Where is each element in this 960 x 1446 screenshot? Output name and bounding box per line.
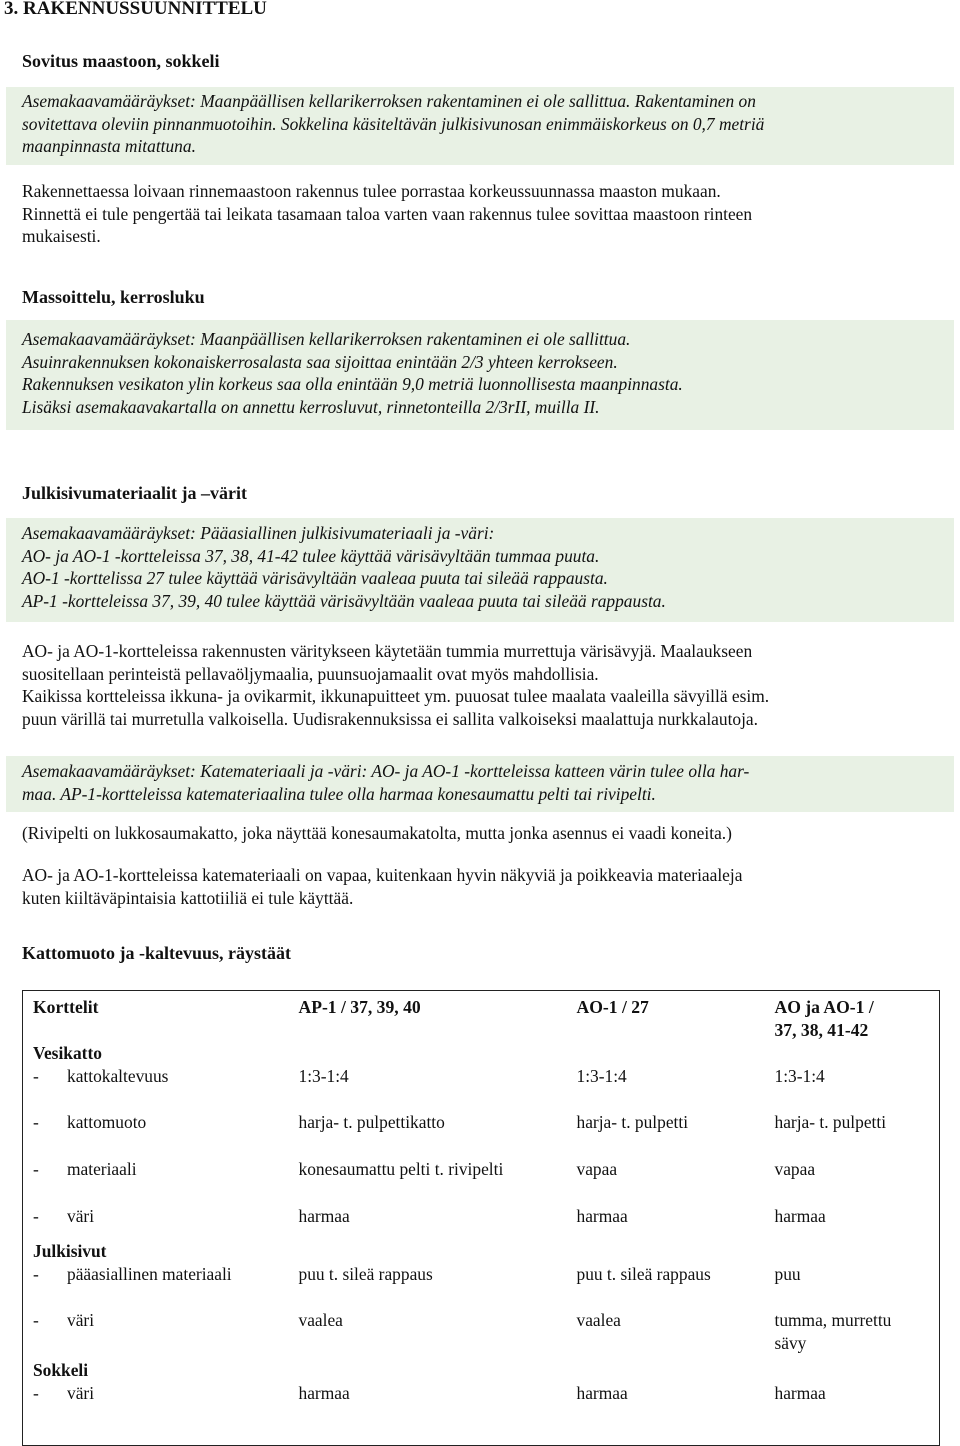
row-label: kattomuoto xyxy=(67,1112,147,1132)
table-row: - väri vaalea vaalea tumma, murrettu sävy xyxy=(23,1287,940,1359)
regulation-box-sovitus xyxy=(6,87,954,165)
table-cell: harmaa xyxy=(774,1383,826,1403)
group-label: Julkisivut xyxy=(33,1241,107,1261)
text-line: AO- ja AO-1-kortteleissa rakennusten väritykseen käytetään tummia murrettuja värisävyjä. Maalaukseen xyxy=(22,641,753,661)
table-cell: harmaa xyxy=(298,1206,350,1226)
table-cell: tumma, murrettu sävy xyxy=(774,1310,892,1353)
table-cell: vapaa xyxy=(774,1159,816,1179)
row-label: väri xyxy=(67,1206,95,1226)
column-header: AO ja AO-1 / 37, 38, 41-42 xyxy=(774,997,874,1040)
row-label: kattokaltevuus xyxy=(67,1066,169,1086)
text-line: AO- ja AO-1 -kortteleissa 37, 38, 41-42 tulee käyttää värisävyltään tummaa puuta. xyxy=(22,545,600,566)
table-row: - väri harmaa harmaa harmaa xyxy=(23,1183,940,1240)
text-line: Asemakaavamääräykset: Katemateriaali ja -väri: AO- ja AO-1 -kortteleissa katteen värin tulee olla har- xyxy=(22,761,750,781)
table-cell: puu xyxy=(774,1264,801,1284)
row-label: materiaali xyxy=(67,1159,137,1179)
text-line: Lisäksi asemakaavakartalla on annettu kerrosluvut, rinnetonteilla 2/3rII, muilla II. xyxy=(22,396,600,417)
text-line: Rakennettaessa loivaan rinnemaastoon rakennus tulee porrastaa korkeussuunnassa maaston mukaan. xyxy=(22,181,721,201)
table-row: - materiaali konesaumattu pelti t. rivipelti vapaa vapaa xyxy=(23,1136,940,1183)
text-line: Rinnettä ei tule pengertää tai leikata tasamaan taloa varten vaan rakennus tulee sovittaa maastoon rinteen xyxy=(22,203,753,224)
column-header: AO-1 / 27 xyxy=(576,997,649,1017)
section-heading-massoittelu: Massoittelu, kerrosluku xyxy=(22,287,205,307)
section-heading-sovitus: Sovitus maastoon, sokkeli xyxy=(22,51,220,71)
text-line: Asemakaavamääräykset: Pääasiallinen julkisivumateriaali ja -väri: xyxy=(22,523,495,543)
text-line: puun värillä tai murretulla valkoisella. Uudisrakennuksissa ei sallita valkoiseksi maalattuja nurkkalautoja. xyxy=(22,708,759,729)
text-line: AP-1 -kortteleissa 37, 39, 40 tulee käyttää värisävyltään vaaleaa puuta tai sileää rappausta. xyxy=(22,590,666,611)
text-line: AO-1 -korttelissa 27 tulee käyttää värisävyltään vaaleaa puuta tai sileää rappausta. xyxy=(22,568,608,588)
table-cell: harmaa xyxy=(576,1383,628,1403)
roof-spec-table xyxy=(22,990,940,1446)
text-line: Asemakaavamääräykset: Maanpäällisen kellarikerroksen rakentaminen ei ole sallittua. Rakentaminen on xyxy=(22,91,756,111)
text-line: Rakennuksen vesikaton ylin korkeus saa olla enintään 9,0 metriä luonnollisesta maanpinnasta. xyxy=(22,374,683,394)
table-cell: harja- t. pulpetti xyxy=(774,1112,887,1132)
text-line: Kaikissa kortteleissa ikkuna- ja ovikarmit, ikkunapuitteet ym. puuosat tulee maalata vaaleilla sävyillä esim. xyxy=(22,686,770,706)
text-line: Asemakaavamääräykset: Maanpäällisen kellarikerroksen rakentaminen ei ole sallittua. xyxy=(22,329,631,349)
text-line: sovitettava oleviin pinnanmuotoihin. Sokkelina käsiteltävän julkisivunosan enimmäiskorkeus on 0,7 metriä xyxy=(22,113,765,134)
table-row: - kattomuoto harja- t. pulpettikatto harja- t. pulpetti harja- t. pulpetti xyxy=(23,1089,940,1136)
chapter-title: 3. RAKENNUSSUUNNITTELU xyxy=(4,0,267,19)
paragraph-varitys xyxy=(22,640,954,730)
text-line: maa. AP-1-kortteleissa katemateriaalina tulee olla harmaa konesaumattu pelti tai rivipelti. xyxy=(22,783,656,804)
row-label: väri xyxy=(67,1383,95,1403)
table-cell: harmaa xyxy=(576,1206,628,1226)
table-cell: 1:3-1:4 xyxy=(576,1066,627,1086)
text-line: mukaisesti. xyxy=(22,226,101,246)
regulation-box-massoittelu xyxy=(6,320,954,430)
row-label: väri xyxy=(67,1310,95,1330)
text-line: kuten kiiltäväpintaisia kattotiiliä ei tule käyttää. xyxy=(22,887,354,908)
regulation-box-julkisivu xyxy=(6,518,954,622)
text-line: maanpinnasta mitattuna. xyxy=(22,136,196,156)
table-cell: konesaumattu pelti t. rivipelti xyxy=(298,1159,504,1179)
group-label: Sokkeli xyxy=(33,1360,89,1380)
column-header: AP-1 / 37, 39, 40 xyxy=(298,997,421,1017)
table-cell: harja- t. pulpettikatto xyxy=(298,1112,445,1132)
text-line: Asuinrakennuksen kokonaiskerrosalasta saa sijoittaa enintään 2/3 yhteen kerrokseen. xyxy=(22,351,618,372)
paragraph-sovitus xyxy=(22,180,954,248)
table-cell: harmaa xyxy=(774,1206,826,1226)
table-cell: 1:3-1:4 xyxy=(298,1066,349,1086)
text-line: suositellaan perinteistä pellavaöljymaalia, puunsuojamaalit ovat myös mahdollisia. xyxy=(22,663,599,684)
regulation-box-katemateriaali xyxy=(6,756,954,812)
note-rivipelti: (Rivipelti on lukkosaumakatto, joka näyttää konesaumakatolta, mutta jonka asennus ei vaadi koneita.) xyxy=(22,823,732,843)
table-header-row xyxy=(23,991,940,1043)
table-cell: harja- t. pulpetti xyxy=(576,1112,689,1132)
text-line: AO- ja AO-1-kortteleissa katemateriaali on vapaa, kuitenkaan hyvin näkyviä ja poikkeavia materiaaleja xyxy=(22,865,743,885)
section-heading-kattomuoto: Kattomuoto ja -kaltevuus, räystäät xyxy=(22,943,291,963)
group-label: Vesikatto xyxy=(33,1043,102,1063)
table-cell: vaalea xyxy=(576,1310,621,1330)
table-row: Julkisivut - pääasiallinen materiaali puu t. sileä rappaus puu t. sileä rappaus puu xyxy=(23,1240,940,1287)
row-label: pääasiallinen materiaali xyxy=(67,1264,232,1284)
table-cell: vapaa xyxy=(576,1159,618,1179)
paragraph-katemateriaali xyxy=(22,864,954,909)
table-cell: harmaa xyxy=(298,1383,350,1403)
table-cell: puu t. sileä rappaus xyxy=(298,1264,433,1284)
table-cell: vaalea xyxy=(298,1310,343,1330)
table-cell: puu t. sileä rappaus xyxy=(576,1264,711,1284)
section-heading-julkisivu: Julkisivumateriaalit ja –värit xyxy=(22,483,247,503)
column-header: Korttelit xyxy=(33,997,99,1017)
table-row: Sokkeli - väri harmaa harmaa harmaa xyxy=(23,1359,940,1446)
table-cell: 1:3-1:4 xyxy=(774,1066,825,1086)
table-row: Vesikatto - kattokaltevuus 1:3-1:4 1:3-1:4 1:3-1:4 xyxy=(23,1042,940,1089)
